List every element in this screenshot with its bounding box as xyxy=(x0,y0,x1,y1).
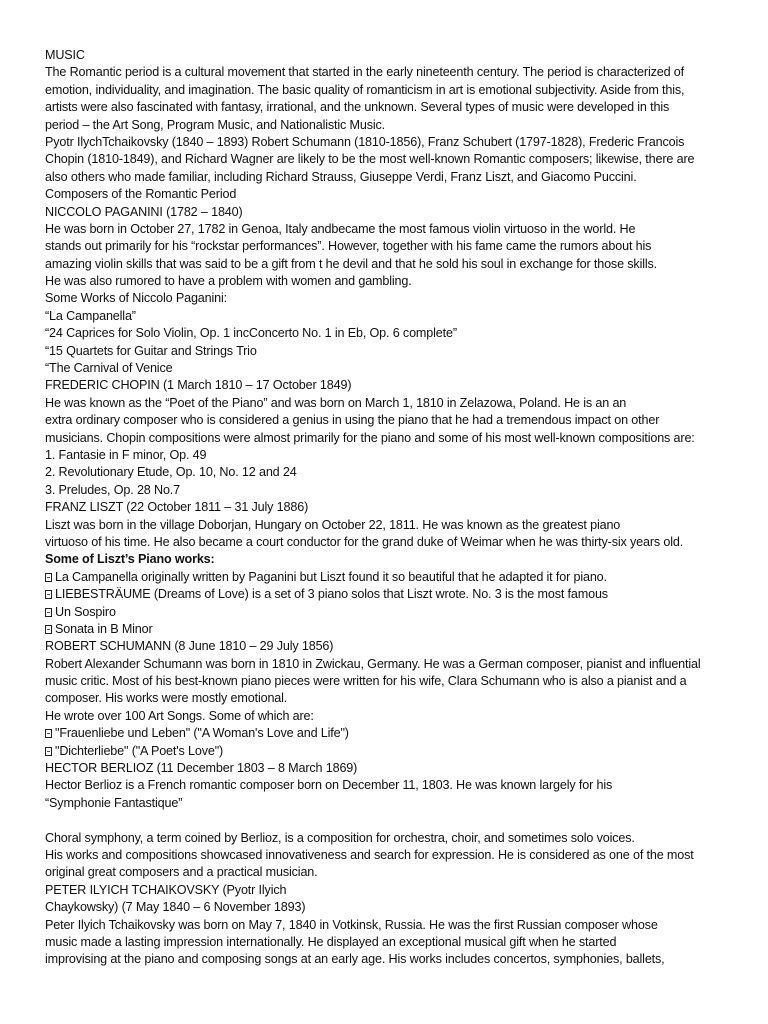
text-line xyxy=(45,360,735,377)
line-text: NICCOLO PAGANINI (1782 – 1840) xyxy=(45,204,243,219)
line-text: HECTOR BERLIOZ (11 December 1803 – 8 March 1869) xyxy=(45,761,358,776)
text-line xyxy=(45,325,735,342)
line-text: emotion, individuality, and imagination. The basic quality of romanticism in art is emotional subjectivity. Aside from this, xyxy=(45,82,685,97)
text-line xyxy=(45,395,735,412)
text-line xyxy=(45,256,735,273)
line-text: Sonata in B Minor xyxy=(55,621,153,636)
line-text: Chaykowsky) (7 May 1840 – 6 November 1893) xyxy=(45,900,306,915)
missing-glyph-icon xyxy=(45,625,52,634)
line-text: He wrote over 100 Art Songs. Some of which are: xyxy=(45,708,314,723)
line-text: LIEBESTRÄUME (Dreams of Love) is a set of 3 piano solos that Liszt wrote. No. 3 is the most famous xyxy=(55,587,608,602)
text-line xyxy=(45,430,735,447)
missing-glyph-icon xyxy=(45,590,52,599)
line-text: La Campanella originally written by Paganini but Liszt found it so beautiful that he adapted it for piano. xyxy=(55,569,607,584)
line-text: The Romantic period is a cultural movement that started in the early nineteenth century. The period is characterized of xyxy=(45,65,684,80)
text-line xyxy=(45,882,735,899)
missing-glyph-icon xyxy=(45,608,52,617)
line-text: virtuoso of his time. He also became a court conductor for the grand duke of Weimar when he was thirty-six years old. xyxy=(45,534,684,549)
line-text: musicians. Chopin compositions were almost primarily for the piano and some of his most well-known compositions are: xyxy=(45,430,695,445)
line-text: “La Campanella” xyxy=(45,308,136,323)
line-text: Some Works of Niccolo Paganini: xyxy=(45,291,228,306)
text-line xyxy=(45,899,735,916)
line-text: “Symphonie Fantastique” xyxy=(45,795,183,810)
line-text: Peter Ilyich Tchaikovsky was born on May 7, 1840 in Votkinsk, Russia. He was the first Russian composer whose xyxy=(45,917,658,932)
bullet-line xyxy=(45,743,735,760)
text-line xyxy=(45,186,735,203)
text-line xyxy=(45,951,735,968)
line-text: Liszt was born in the village Doborjan, Hungary on October 22, 1811. He was known as the greatest piano xyxy=(45,517,621,532)
text-line xyxy=(45,169,735,186)
line-text: He was also rumored to have a problem with women and gambling. xyxy=(45,274,412,289)
text-line xyxy=(45,273,735,290)
line-text: “15 Quartets for Guitar and Strings Trio xyxy=(45,343,257,358)
line-text: extra ordinary composer who is considered a genius in using the piano that he had a tremendous impact on other xyxy=(45,413,660,428)
text-line xyxy=(45,690,735,707)
text-line xyxy=(45,117,735,134)
bullet-line xyxy=(45,586,735,603)
text-line xyxy=(45,290,735,307)
line-text: He was born in October 27, 1782 in Genoa, Italy andbecame the most famous violin virtuoso in the world. He xyxy=(45,221,636,236)
line-text: improvising at the piano and composing songs at an early age. His works includes concertos, symphonies, ballets, xyxy=(45,952,665,967)
line-text: Some of Liszt’s Piano works: xyxy=(45,552,215,567)
text-line xyxy=(45,82,735,99)
line-text: MUSIC xyxy=(45,48,85,62)
line-text: Robert Alexander Schumann was born in 1810 in Zwickau, Germany. He was a German composer, pianist and influential xyxy=(45,656,701,671)
text-line xyxy=(45,343,735,360)
text-line xyxy=(45,99,735,116)
text-line xyxy=(45,412,735,429)
text-line xyxy=(45,708,735,725)
line-text: His works and compositions showcased innovativeness and search for expression. He is considered as one of the most xyxy=(45,847,694,862)
line-text: amazing violin skills that was said to be a gift from t he devil and that he sold his soul in exchange for those skills. xyxy=(45,256,658,271)
line-text: He was known as the “Poet of the Piano” and was born on March 1, 1810 in Zelazowa, Poland. He is an an xyxy=(45,395,627,410)
line-text: PETER ILYICH TCHAIKOVSKY (Pyotr Ilyich xyxy=(45,882,287,897)
text-line xyxy=(45,447,735,464)
text-line xyxy=(45,308,735,325)
line-text: Pyotr IlychTchaikovsky (1840 – 1893) Robert Schumann (1810-1856), Franz Schubert (1797-1828), Frederic Francois xyxy=(45,134,685,149)
line-text: period – the Art Song, Program Music, and Nationalistic Music. xyxy=(45,117,385,132)
line-text: stands out primarily for his “rockstar performances”. However, together with his fame came the rumors about his xyxy=(45,239,652,254)
text-line xyxy=(45,551,735,568)
text-line xyxy=(45,464,735,481)
line-text: music critic. Most of his best-known piano pieces were written for his wife, Clara Schumann who is also a pianist and a xyxy=(45,674,687,689)
text-line xyxy=(45,499,735,516)
line-text: 1. Fantasie in F minor, Op. 49 xyxy=(45,447,207,462)
text-line xyxy=(45,777,735,794)
missing-glyph-icon xyxy=(45,729,52,738)
line-text: “The Carnival of Venice xyxy=(45,361,173,376)
line-text: "Frauenliebe und Leben" ("A Woman's Love and Life") xyxy=(55,726,349,741)
document-page xyxy=(45,47,735,969)
text-line xyxy=(45,377,735,394)
line-text: Hector Berlioz is a French romantic composer born on December 11, 1803. He was known largely for his xyxy=(45,778,613,793)
line-text: music made a lasting impression internationally. He displayed an exceptional musical gift when he started xyxy=(45,934,617,949)
text-line xyxy=(45,795,735,812)
bullet-line xyxy=(45,569,735,586)
line-text: artists were also fascinated with fantasy, irrational, and the unknown. Several types of music were developed in this xyxy=(45,100,670,115)
line-text: Un Sospiro xyxy=(55,604,116,619)
text-line xyxy=(45,830,735,847)
text-line xyxy=(45,847,735,864)
text-line xyxy=(45,221,735,238)
text-line xyxy=(45,917,735,934)
text-line xyxy=(45,482,735,499)
line-text: Choral symphony, a term coined by Berlioz, is a composition for orchestra, choir, and sometimes solo voices. xyxy=(45,830,635,845)
text-line xyxy=(45,673,735,690)
line-text: Chopin (1810-1849), and Richard Wagner are likely to be the most well-known Romantic composers; likewise, there are xyxy=(45,152,695,167)
bullet-line xyxy=(45,621,735,638)
line-text: “24 Caprices for Solo Violin, Op. 1 incConcerto No. 1 in Eb, Op. 6 complete” xyxy=(45,326,457,341)
missing-glyph-icon xyxy=(45,573,52,582)
line-text: "Dichterliebe" ("A Poet's Love") xyxy=(55,743,224,758)
line-text: ROBERT SCHUMANN (8 June 1810 – 29 July 1856) xyxy=(45,639,334,654)
text-line xyxy=(45,204,735,221)
line-text: original great composers and a practical musician. xyxy=(45,865,318,880)
line-text: 3. Preludes, Op. 28 No.7 xyxy=(45,482,181,497)
line-text: Composers of the Romantic Period xyxy=(45,187,237,202)
text-line xyxy=(45,151,735,168)
missing-glyph-icon xyxy=(45,747,52,756)
bullet-line xyxy=(45,604,735,621)
blank-line xyxy=(45,812,735,829)
text-line xyxy=(45,517,735,534)
text-line xyxy=(45,134,735,151)
line-text: FRANZ LISZT (22 October 1811 – 31 July 1886) xyxy=(45,500,309,515)
text-line xyxy=(45,934,735,951)
line-text: also others who made familiar, including Richard Strauss, Giuseppe Verdi, Franz Liszt, and Giacomo Puccini. xyxy=(45,169,637,184)
text-line xyxy=(45,534,735,551)
text-line xyxy=(45,656,735,673)
text-line xyxy=(45,64,735,81)
text-line xyxy=(45,864,735,881)
text-line xyxy=(45,238,735,255)
text-line xyxy=(45,638,735,655)
line-text: FREDERIC CHOPIN (1 March 1810 – 17 October 1849) xyxy=(45,378,352,393)
text-line xyxy=(45,760,735,777)
line-text: composer. His works were mostly emotional. xyxy=(45,691,288,706)
bullet-line xyxy=(45,725,735,742)
line-text: 2. Revolutionary Etude, Op. 10, No. 12 and 24 xyxy=(45,465,297,480)
text-line xyxy=(45,47,735,64)
